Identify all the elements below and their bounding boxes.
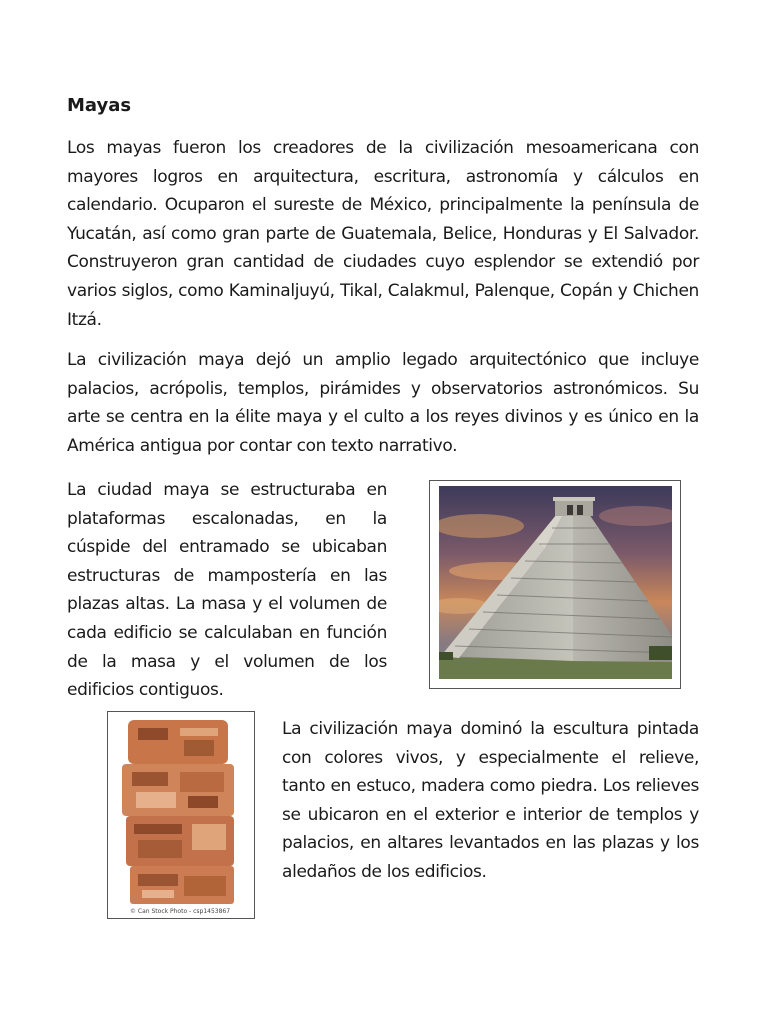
sculpture-image-frame xyxy=(107,711,255,919)
pyramid-photo xyxy=(439,486,672,679)
paragraph-4: La civilización maya dominó la escultura pintada con colores vivos, y especialmente el relieve, tanto en estuco, madera como piedra. Los relieves se ubicaron en el exterior e interior de templos y palacios, en altares levantados en las plazas y los aledaños de los edificios. xyxy=(282,719,699,882)
page-title: Mayas xyxy=(67,95,132,116)
sculpture-photo xyxy=(114,716,249,916)
pyramid-image-frame xyxy=(429,480,681,689)
image-credit: © Can Stock Photo - csp1453867 xyxy=(130,908,231,915)
paragraph-3: La ciudad maya se estructuraba en plataformas escalonadas, en la cúspide del entramado se ubicaban estructuras de mampostería en las plazas altas. La masa y el volumen de cada edificio se calculaban en función de la masa y el volumen de los edificios contiguos. xyxy=(67,480,387,701)
paragraph-2: La civilización maya dejó un amplio legado arquitectónico que incluye palacios, acrópolis, templos, pirámides y observatorios astronómicos. Su arte se centra en la élite maya y el culto a los reyes divinos y es único en la América antigua por contar con texto narrativo. xyxy=(67,350,699,456)
paragraph-1: Los mayas fueron los creadores de la civilización mesoamericana con mayores logros en arquitectura, escritura, astronomía y cálculos en calendario. Ocuparon el sureste de México, principalmente la península de Yucatán, así como gran parte de Guatemala, Belice, Honduras y El Salvador. Construyeron gran cantidad de ciudades cuyo esplendor se extendió por varios siglos, como Kaminaljuyú, Tikal, Calakmul, Palenque, Copán y Chichen Itzá. xyxy=(67,138,699,330)
